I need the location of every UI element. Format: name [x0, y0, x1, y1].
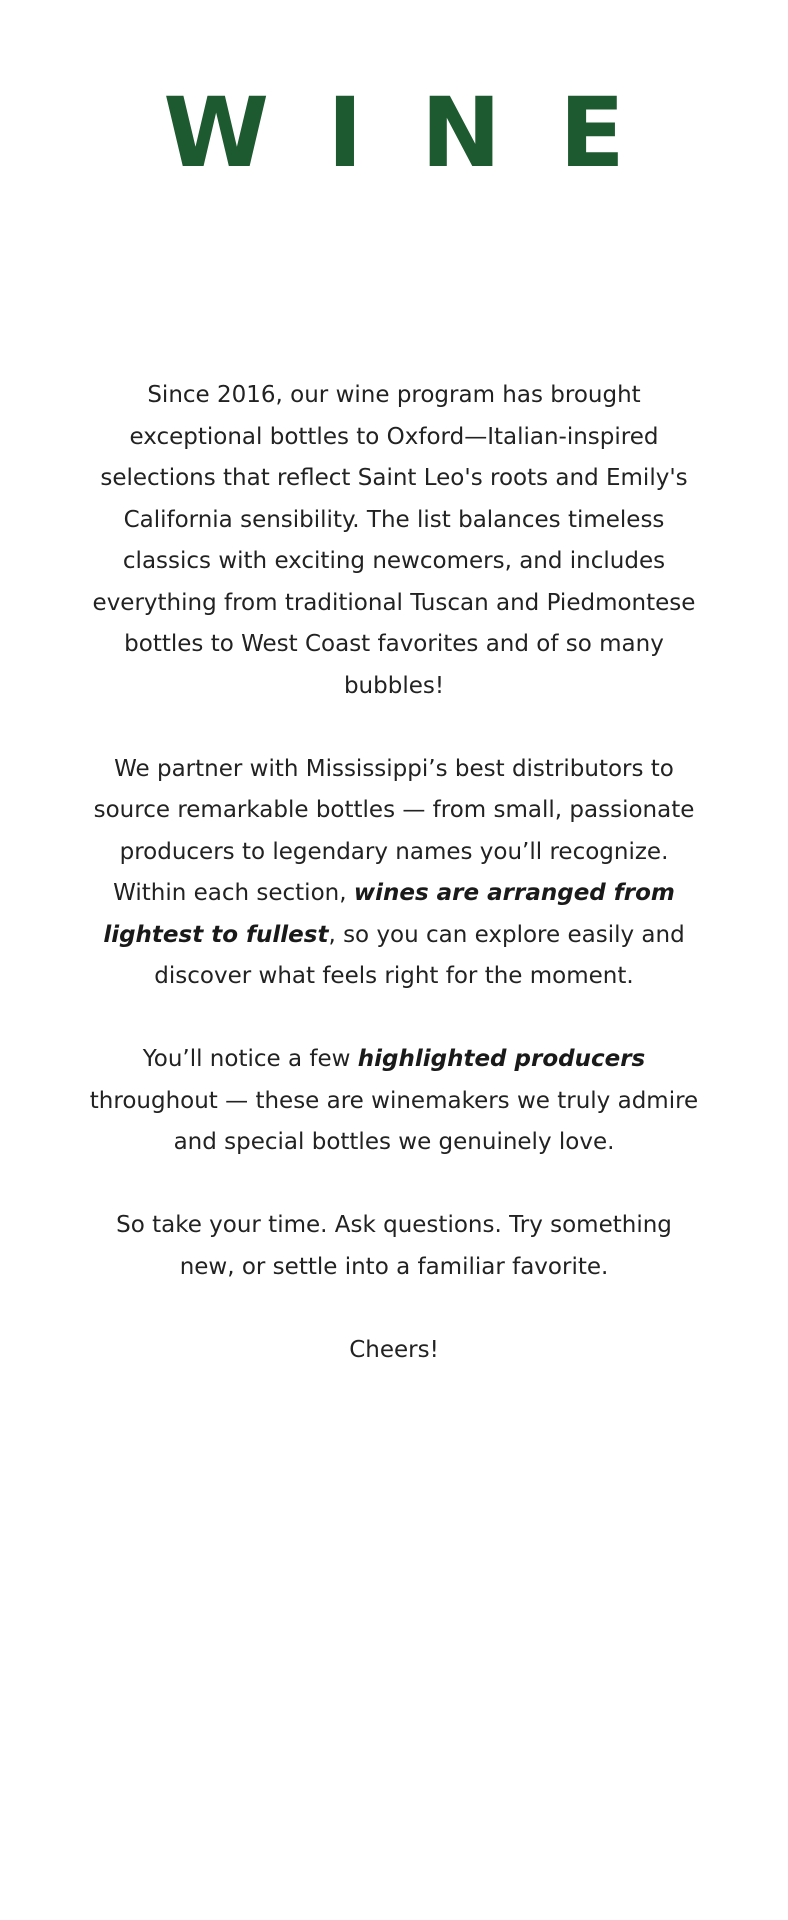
intro-paragraph-sourcing: [86, 749, 702, 998]
intro-paragraph-highlights: [86, 1039, 702, 1164]
highlighted-producers-emphasis: highlighted producers: [357, 1046, 646, 1072]
sourcing-text-end: , so you can explore easily and discover what feels right for the moment.: [154, 921, 685, 989]
highlights-text-end: throughout — these are winemakers we truly admire and special bottles we genuinely love.: [89, 1087, 699, 1155]
highlights-text: You’ll notice a few: [142, 1046, 358, 1072]
sourcing-text: We partner with Mississippi’s best distributors to source remarkable bottles — from small, passionate producers to legendary names you’ll recognize. Within each section,: [93, 755, 695, 906]
intro-paragraph-invitation: So take your time. Ask questions. Try something new, or settle into a familiar favorite.: [116, 1212, 672, 1280]
intro-text: [86, 375, 702, 1371]
arrangement-emphasis: wines are arranged from lightest to fullest: [103, 880, 675, 948]
intro-paragraph-history: Since 2016, our wine program has brought exceptional bottles to Oxford—Italian-inspired selections that reflect Saint Leo's roots and Emily's California sensibility. The list balances timeless classics with exciting newcomers, and includes everything from traditional Tuscan and Piedmontese bottles to West Coast favorites and of so many bubbles!: [92, 382, 696, 699]
page-title: WINE: [163, 77, 683, 189]
intro-closing-cheers: Cheers!: [349, 1336, 439, 1363]
